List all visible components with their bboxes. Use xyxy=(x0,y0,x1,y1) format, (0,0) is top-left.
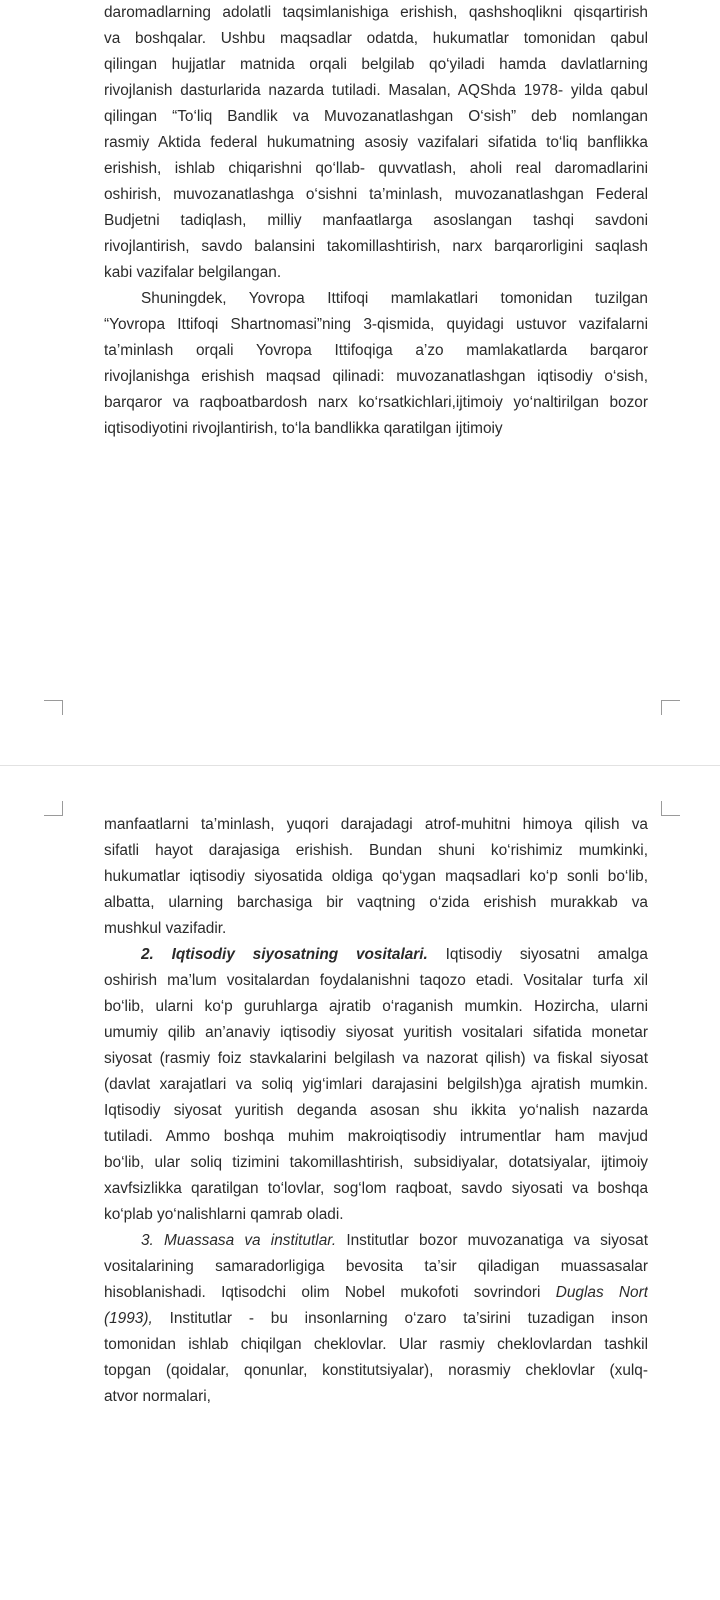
text-line: siyosat (rasmiy foiz stavkalarini belgilash va nazorat qilish) va fiskal siyosat xyxy=(104,1050,648,1067)
text-line: rivojlanish dasturlarida nazarda tutiladi. Masalan, AQShda 1978- yilda qabul xyxy=(104,82,648,99)
text-line: qilingan hujjatlar matnida orqali belgilab qo‘yiladi hamda davlatlarning xyxy=(104,56,648,73)
text-line: tutiladi. Ammo boshqa muhim makroiqtisodiy intrumentlar ham mavjud xyxy=(104,1128,648,1145)
text-line: erishish, ishlab chiqarishni qo‘llab- quvvatlash, aholi real daromadlarini xyxy=(104,160,648,177)
text-line: mushkul vazifadir. xyxy=(104,920,227,937)
text-line: (davlat xarajatlari va soliq yig‘imlari darajasini belgilsh)ga ajratish mumkin. xyxy=(104,1076,648,1093)
text-line: qilingan “To‘liq Bandlik va Muvozanatlashgan O‘sish” deb nomlangan xyxy=(104,108,648,125)
text-line xyxy=(104,1306,648,1332)
text-line: daromadlarning adolatli taqsimlanishiga erishish, qashshoqlikni qisqartirish xyxy=(104,4,648,21)
text-run: Iqtisodiy siyosatni amalga xyxy=(445,946,648,963)
text-line: tomonidan ishlab chiqilgan cheklovlar. Ular rasmiy cheklovlardan tashkil xyxy=(104,1336,648,1353)
crop-mark xyxy=(44,801,63,816)
text-line: rivojlantirish, savdo balansini takomillashtirish, narx barqarorligini saqlash xyxy=(104,238,648,255)
text-run: Institutlar - bu insonlarning o‘zaro ta’sirini tuzadigan inson xyxy=(169,1310,648,1327)
text-line xyxy=(104,1280,648,1306)
text-line: atvor normalari, xyxy=(104,1388,211,1405)
text-line: manfaatlarni ta’minlash, yuqori darajadagi atrof-muhitni himoya qilish va xyxy=(104,816,648,833)
crop-mark xyxy=(661,700,680,715)
text-line: “Yovropa Ittifoqi Shartnomasi”ning 3-qismida, quyidagi ustuvor vazifalarni xyxy=(104,316,648,333)
text-line: hukumatlar iqtisodiy siyosatida oldiga qo‘ygan maqsadlari ko‘p sonli bo‘lib, xyxy=(104,868,648,885)
text-line: sifatli hayot darajasiga erishish. Bundan shuni ko‘rishimiz mumkinki, xyxy=(104,842,648,859)
text-line: Iqtisodiy siyosat yuritish deganda asosan shu ikkita yo‘nalish nazarda xyxy=(104,1102,648,1119)
text-line: ta’minlash orqali Yovropa Ittifoqiga a’zo mamlakatlarda barqaror xyxy=(104,342,648,359)
text-line: albatta, ularning barchasiga bir vaqtning o‘zida erishish murakkab va xyxy=(104,894,648,911)
author-name: Duglas Nort xyxy=(555,1284,648,1301)
text-run: hisoblanishadi. Iqtisodchi olim Nobel mukofoti sovrindori xyxy=(104,1284,541,1301)
text-line: ko‘plab yo‘nalishlarni qamrab oladi. xyxy=(104,1206,344,1223)
text-line: bo‘lib, ularni ko‘p guruhlarga ajratib o‘raganish mumkin. Hozircha, ularni xyxy=(104,998,648,1015)
paragraph-heading-line xyxy=(141,942,648,968)
paragraph-heading-line xyxy=(141,1228,648,1254)
text-line: xavfsizlikka qaratilgan to‘lovlar, sog‘lom raqboat, savdo siyosati va boshqa xyxy=(104,1180,648,1197)
text-line: kabi vazifalar belgilangan. xyxy=(104,264,282,281)
crop-mark xyxy=(661,801,680,816)
section-heading-2: 2. Iqtisodiy siyosatning vositalari. xyxy=(141,946,428,963)
text-line: rasmiy Aktida federal hukumatning asosiy vazifalari sifatida to‘liq banflikka xyxy=(104,134,648,151)
text-line: umumiy qilib an’anaviy iqtisodiy siyosat yuritish vositalari sifatida monetar xyxy=(104,1024,648,1041)
crop-mark xyxy=(44,700,63,715)
text-line: vositalarining samaradorligiga bevosita ta’sir qiladigan muassasalar xyxy=(104,1258,648,1275)
text-line: oshirish ma’lum vositalardan foydalanishni taqozo etadi. Vositalar turfa xil xyxy=(104,972,648,989)
text-line: topgan (qoidalar, qonunlar, konstitutsiyalar), norasmiy cheklovlar (xulq- xyxy=(104,1362,648,1379)
citation-year: (1993), xyxy=(104,1310,153,1327)
text-line: Shuningdek, Yovropa Ittifoqi mamlakatlari tomonidan tuzilgan xyxy=(141,290,648,307)
text-line: iqtisodiyotini rivojlantirish, to‘la bandlikka qaratilgan ijtimoiy xyxy=(104,420,503,437)
text-line: bo‘lib, ular soliq tizimini takomillashtirish, subsidiyalar, dotatsiyalar, ijtimoiy xyxy=(104,1154,648,1171)
text-line: barqaror va raqboatbardosh narx ko‘rsatkichlari,ijtimoiy yo‘naltirilgan bozor xyxy=(104,394,648,411)
page-separator xyxy=(0,765,720,766)
text-line: oshirish, muvozanatlashga o‘sishni ta’minlash, muvozanatlashgan Federal xyxy=(104,186,648,203)
text-line: Budjetni tadiqlash, milliy manfaatlarga asoslangan tashqi savdoni xyxy=(104,212,648,229)
text-line: rivojlanishga erishish maqsad qilinadi: muvozanatlashgan iqtisodiy o‘sish, xyxy=(104,368,648,385)
text-run: Institutlar bozor muvozanatiga va siyosat xyxy=(346,1232,648,1249)
section-heading-3: 3. Muassasa va institutlar. xyxy=(141,1232,337,1249)
text-line: va boshqalar. Ushbu maqsadlar odatda, hukumatlar tomonidan qabul xyxy=(104,30,648,47)
